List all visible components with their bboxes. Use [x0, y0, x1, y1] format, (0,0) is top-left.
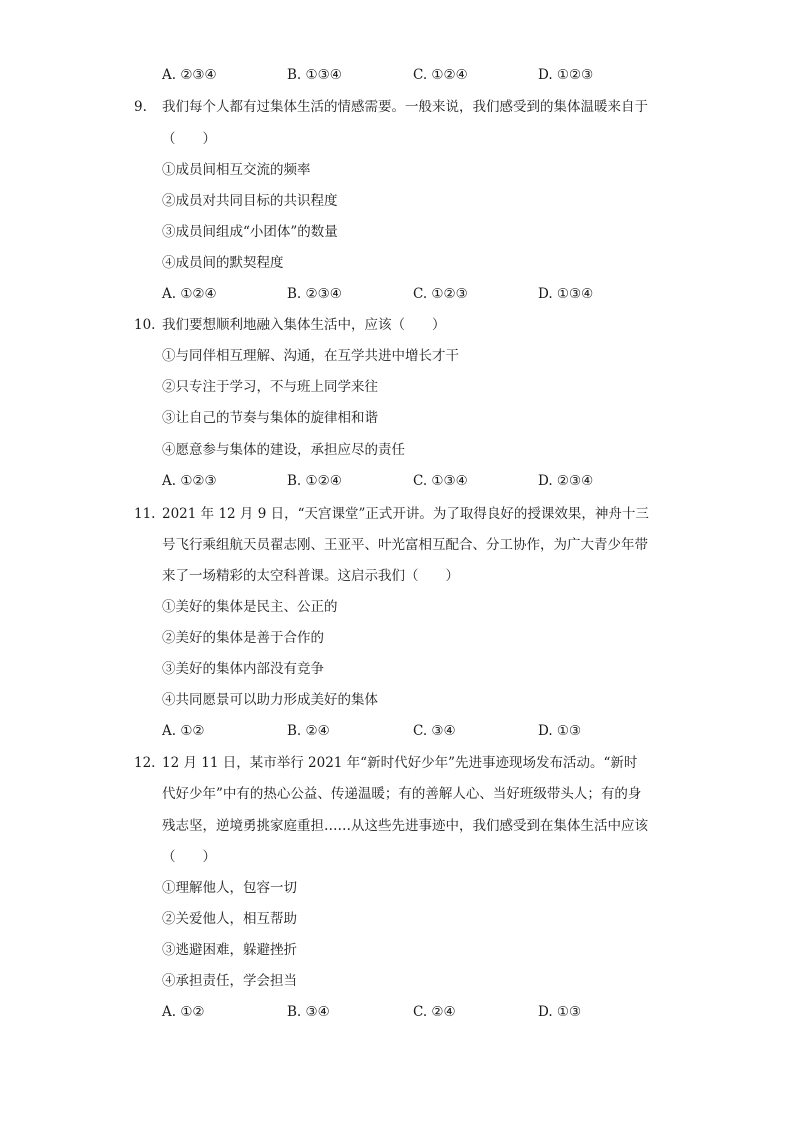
q12-stem-line-3: 残志坚，逆境勇挑家庭重担……从这些先进事迹中，我们感受到在集体生活中应该 — [162, 818, 648, 834]
q11-number: 11. — [134, 506, 156, 522]
q8-option-d: D. ①②③ — [538, 67, 594, 83]
q12-item-2: ②关爱他人，相互帮助 — [162, 911, 297, 927]
q10-item-4: ④愿意参与集体的建设，承担应尽的责任 — [162, 442, 405, 458]
q12-option-d: D. ①③ — [538, 1004, 582, 1020]
q9-item-4: ④成员间的默契程度 — [162, 255, 284, 271]
q11-option-c: C. ③④ — [413, 723, 456, 739]
q9-stem-line-1: 我们每个人都有过集体生活的情感需要。一般来说，我们感受到的集体温暖来自于 — [162, 99, 648, 115]
q9-item-2: ②成员对共同目标的共识程度 — [162, 193, 338, 209]
q9-number: 9. — [134, 99, 147, 115]
q12-stem-line-2: 代好少年”中有的热心公益、传递温暖；有的善解人心、当好班级带头人；有的身 — [162, 786, 642, 802]
q9-option-a: A. ①②④ — [162, 286, 217, 302]
q11-option-d: D. ①③ — [538, 723, 582, 739]
q12-number: 12. — [134, 755, 156, 771]
q11-stem-line-2: 号飞行乘组航天员翟志刚、王亚平、叶光富相互配合、分工协作，为广大青少年带 — [162, 537, 648, 553]
q9-item-1: ①成员间相互交流的频率 — [162, 162, 311, 178]
q11-stem-line-3: 来了一场精彩的太空科普课。这启示我们（ ） — [162, 568, 459, 584]
q8-option-c: C. ①②④ — [413, 67, 468, 83]
q10-option-c: C. ①③④ — [413, 473, 468, 489]
q12-stem-line-4: （ ） — [162, 849, 216, 865]
q12-option-b: B. ③④ — [287, 1004, 330, 1020]
q11-item-1: ①美好的集体是民主、公正的 — [162, 599, 338, 615]
q8-option-a: A. ②③④ — [162, 67, 217, 83]
q8-option-b: B. ①③④ — [287, 67, 342, 83]
q12-item-1: ①理解他人，包容一切 — [162, 880, 297, 896]
q12-stem-line-1: 12 月 11 日，某市举行 2021 年“新时代好少年”先进事迹现场发布活动。“新时 — [162, 755, 638, 771]
q9-option-b: B. ②③④ — [287, 286, 342, 302]
q11-option-a: A. ①② — [162, 723, 205, 739]
q12-option-c: C. ②④ — [413, 1004, 456, 1020]
q10-item-1: ①与同伴相互理解、沟通，在互学共进中增长才干 — [162, 348, 459, 364]
q10-item-2: ②只专注于学习，不与班上同学来往 — [162, 379, 378, 395]
q12-option-a: A. ①② — [162, 1004, 205, 1020]
q9-item-3: ③成员间组成“小团体”的数量 — [162, 224, 338, 240]
q11-item-2: ②美好的集体是善于合作的 — [162, 630, 324, 646]
q10-option-d: D. ②③④ — [538, 473, 594, 489]
q9-option-d: D. ①③④ — [538, 286, 594, 302]
q10-option-a: A. ①②③ — [162, 473, 217, 489]
q11-item-4: ④共同愿景可以助力形成美好的集体 — [162, 692, 378, 708]
q10-option-b: B. ①②④ — [287, 473, 342, 489]
q11-item-3: ③美好的集体内部没有竞争 — [162, 661, 324, 677]
q12-item-4: ④承担责任，学会担当 — [162, 973, 297, 989]
q9-option-c: C. ①②③ — [413, 286, 468, 302]
q12-item-3: ③逃避困难，躲避挫折 — [162, 942, 297, 958]
q10-stem-line-1: 我们要想顺利地融入集体生活中，应该（ ） — [162, 317, 446, 333]
q11-option-b: B. ②④ — [287, 723, 330, 739]
q10-item-3: ③让自己的节奏与集体的旋律相和谐 — [162, 410, 378, 426]
q11-stem-line-1: 2021 年 12 月 9 日，“天宫课堂”正式开讲。为了取得良好的授课效果，神舟十三 — [162, 506, 649, 522]
q9-stem-line-2: （ ） — [162, 131, 216, 147]
q10-number: 10. — [134, 317, 156, 333]
